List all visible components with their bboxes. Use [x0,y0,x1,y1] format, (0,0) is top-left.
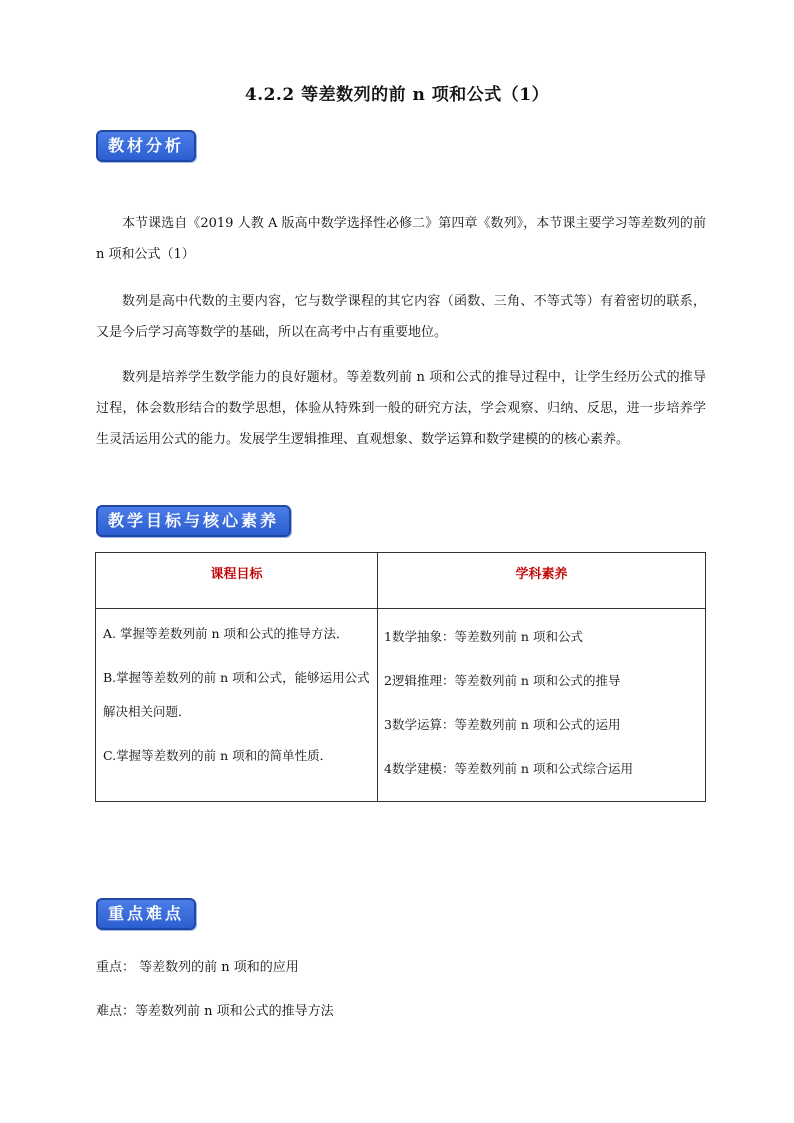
table-header-row [96,553,706,609]
section-badge-keypoints: 重点难点 [96,898,196,930]
literacy-cell [378,609,706,802]
section-badge-goals: 教学目标与核心素养 [96,505,291,537]
literacy-item: 3数学运算：等差数列前 n 项和公式的运用 [384,717,621,732]
objective-item: C.掌握等差数列的前 n 项和的简单性质． [103,748,333,763]
analysis-paragraph-1: 本节课选自《2019 人教 A 版高中数学选择性必修二》第四章《数列》，本节课主要学习等差数列的前 n 项和公式（1） [96,216,706,262]
analysis-paragraph-3: 数列是培养学生数学能力的良好题材。等差数列前 n 项和公式的推导过程中，让学生经历公式的推导过程，体会数形结合的数学思想，体验从特殊到一般的研究方法，学会观察、归纳、反思，进一步培养学生灵活运用公式的能力。发展学生逻辑推理、直观想象、数学运算和数学建模的的核心素养。 [96,370,706,447]
header-literacy: 学科素养 [378,553,706,609]
objective-item: B.掌握等差数列的前 n 项和公式，能够运用公式解决相关问题． [103,670,370,719]
section-badge-analysis: 教材分析 [96,130,196,162]
objectives-cell [96,609,378,802]
literacy-item: 2逻辑推理：等差数列前 n 项和公式的推导 [384,673,621,688]
goals-table [95,552,706,802]
objective-item: A. 掌握等差数列前 n 项和公式的推导方法． [103,626,349,641]
literacy-item: 4数学建模：等差数列前 n 项和公式综合运用 [384,761,633,776]
header-course-goals: 课程目标 [96,553,378,609]
page-title: 4.2.2 等差数列的前 n 项和公式（1） [244,85,550,105]
table-row [96,609,706,802]
analysis-paragraph-2: 数列是高中代数的主要内容，它与数学课程的其它内容（函数、三角、不等式等）有着密切的联系，又是今后学习高等数学的基础，所以在高考中占有重要地位。 [96,294,706,340]
key-point-text: 重点： 等差数列的前 n 项和的应用 [96,960,299,975]
difficulty-text: 难点：等差数列前 n 项和公式的推导方法 [96,1004,334,1019]
literacy-item: 1数学抽象：等差数列前 n 项和公式 [384,629,583,644]
